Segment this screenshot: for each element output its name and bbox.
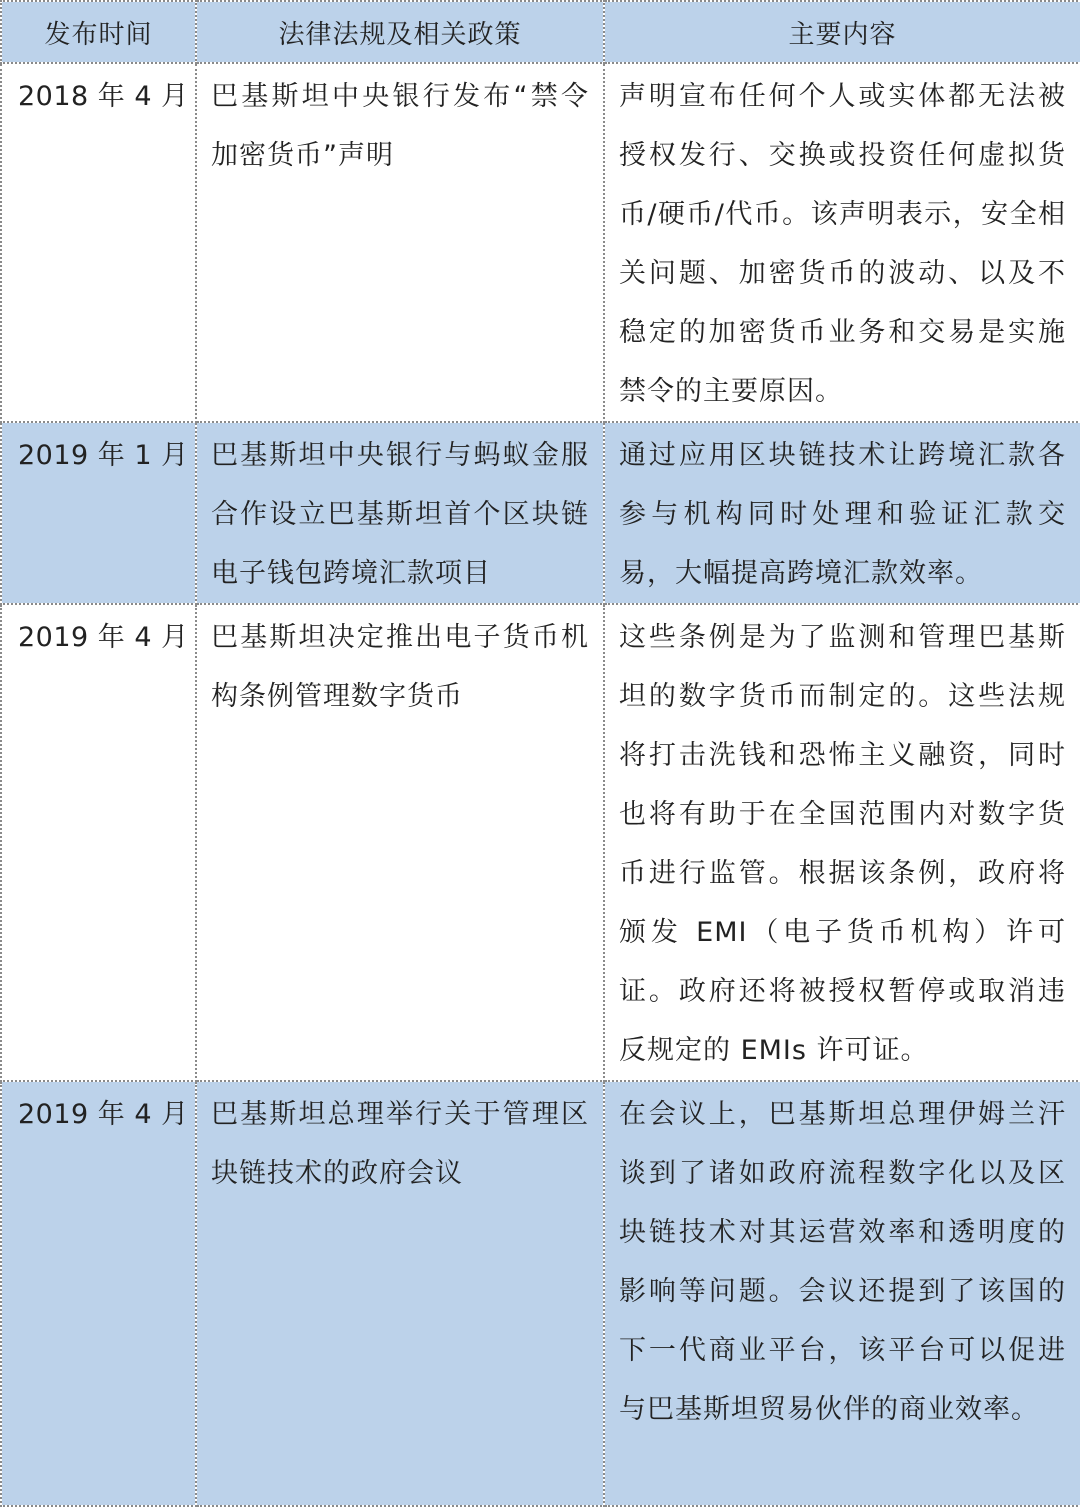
content-cell: 在会议上，巴基斯坦总理伊姆兰汗谈到了诸如政府流程数字化以及区块链技术对其运营效率和透明度的影响等问题。会议还提到了该国的下一代商业平台，该平台可以促进与巴基斯坦贸易伙伴的商业效率。: [604, 1081, 1080, 1506]
header-main-content: 主要内容: [604, 1, 1080, 63]
content-cell: 通过应用区块链技术让跨境汇款各参与机构同时处理和验证汇款交易，大幅提高跨境汇款效率。: [604, 422, 1080, 604]
table-row: [1, 63, 1080, 422]
header-release-date: 发布时间: [1, 1, 196, 63]
table-row: [1, 1081, 1080, 1506]
header-policy: 法律法规及相关政策: [196, 1, 604, 63]
policy-cell: 巴基斯坦中央银行发布“禁令加密货币”声明: [196, 63, 604, 422]
date-cell: 2019 年 1 月: [1, 422, 196, 604]
content-cell: 这些条例是为了监测和管理巴基斯坦的数字货币而制定的。这些法规将打击洗钱和恐怖主义融资，同时也将有助于在全国范围内对数字货币进行监管。根据该条例，政府将颁发 EMI（电子货币机构）许可证。政府还将被授权暂停或取消违反规定的 EMIs 许可证。: [604, 604, 1080, 1081]
table-row: [1, 422, 1080, 604]
table-row: [1, 604, 1080, 1081]
table-header-row: [1, 1, 1080, 63]
date-cell: 2019 年 4 月: [1, 1081, 196, 1506]
date-cell: 2018 年 4 月: [1, 63, 196, 422]
date-cell: 2019 年 4 月: [1, 604, 196, 1081]
policy-cell: 巴基斯坦决定推出电子货币机构条例管理数字货币: [196, 604, 604, 1081]
policy-cell: 巴基斯坦中央银行与蚂蚁金服合作设立巴基斯坦首个区块链电子钱包跨境汇款项目: [196, 422, 604, 604]
policy-cell: 巴基斯坦总理举行关于管理区块链技术的政府会议: [196, 1081, 604, 1506]
content-cell: 声明宣布任何个人或实体都无法被授权发行、交换或投资任何虚拟货币/硬币/代币。该声明表示，安全相关问题、加密货币的波动、以及不稳定的加密货币业务和交易是实施禁令的主要原因。: [604, 63, 1080, 422]
